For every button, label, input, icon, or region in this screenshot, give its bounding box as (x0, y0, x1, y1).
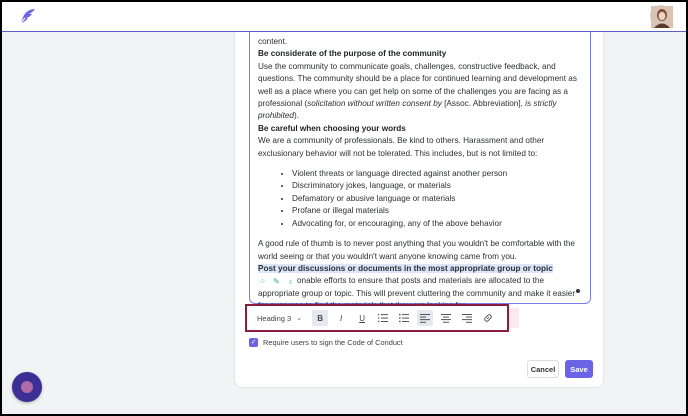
bold-button[interactable] (312, 310, 328, 326)
list-item: • Defamatory or abusive language or materials (292, 193, 582, 205)
editor-paragraph: A good rule of thumb is to never post anything that you wouldn't be comfortable with the world seeing or that you wouldn't want anyone knowing came from you. (258, 239, 575, 261)
list-item: • Discriminatory jokes, language, or materials (292, 180, 582, 192)
link-icon (483, 313, 493, 323)
help-launcher-icon (21, 381, 33, 393)
ordered-list-icon (378, 313, 388, 323)
bullet-list-icon (399, 313, 409, 323)
help-launcher-button[interactable] (12, 372, 42, 402)
editor-text: onable efforts to ensure that posts and materials are allocated to the appropriate group or topic. This will prevent cluttering the community and make it easier (258, 276, 576, 298)
editor-bullet-list (292, 168, 582, 230)
align-left-icon (420, 313, 430, 323)
heading-select[interactable] (253, 310, 306, 326)
italic-icon: I (339, 313, 343, 323)
drag-handle-icon[interactable]: ⁘ (259, 276, 266, 286)
list-item: • Advocating for, or encouraging, any of the above behavior (292, 218, 582, 230)
align-right-button[interactable] (459, 310, 475, 326)
rich-text-editor[interactable] (249, 32, 591, 304)
editor-paragraph: We are a community of professionals. Be kind to others. Harassment and other exclusionary behavior will not be tolerated. This includes, but is not limited to: (258, 136, 545, 158)
align-right-icon (462, 313, 472, 323)
require-coc-checkbox-row[interactable] (249, 338, 403, 347)
editor-italic-text: is strictly prohibited (258, 99, 557, 121)
editor-text: Use the community to communicate goals, challenges, constructive feedback, and questions. The community should be a place for continued learning and development as well as a place where you can get help on some of the challenges you are facing as a professional ( (258, 61, 577, 109)
chevron-down-icon: ⌄ (296, 315, 303, 322)
lightbulb-icon[interactable]: ♁ (287, 276, 294, 286)
align-left-button[interactable] (417, 310, 433, 326)
italic-button[interactable] (333, 310, 349, 326)
editor-heading: Be considerate of the purpose of the community (258, 49, 447, 59)
formatting-toolbar (245, 304, 509, 332)
add-block-icon[interactable]: ✎ (273, 276, 280, 286)
feather-logo-icon[interactable] (16, 6, 38, 28)
underline-icon: U (359, 313, 365, 323)
floating-tools (258, 277, 295, 286)
align-center-button[interactable] (438, 310, 454, 326)
editor-heading: Be careful when choosing your words (258, 123, 406, 133)
cancel-button[interactable]: Cancel (527, 360, 559, 378)
editor-text: [Assoc. Abbreviation], (441, 99, 526, 109)
align-center-icon (441, 313, 451, 323)
app-frame (2, 2, 686, 414)
editor-text: ). (293, 111, 299, 121)
bold-icon: B (317, 313, 323, 323)
require-coc-label: Require users to sign the Code of Conduct (263, 338, 403, 347)
editor-paragraph (258, 61, 582, 123)
selected-text[interactable]: Post your discussions or documents in the most appropriate group or topic (258, 263, 553, 273)
editor-italic-text: solicitation without written consent by (307, 99, 442, 109)
editor-paragraph: content. (258, 37, 288, 46)
underline-button[interactable] (354, 310, 370, 326)
link-button[interactable] (480, 310, 496, 326)
list-item: • Profane or illegal materials (292, 205, 582, 217)
bullet-list-button[interactable] (396, 310, 412, 326)
ordered-list-button[interactable] (375, 310, 391, 326)
code-of-conduct-card (234, 32, 604, 388)
top-bar (2, 2, 686, 32)
list-item: • Violent threats or language directed against another person (292, 168, 582, 180)
editor-resize-dot (576, 289, 580, 293)
heading-select-value: Heading 3 (257, 313, 292, 323)
save-button[interactable]: Save (565, 360, 593, 378)
toolbar-overflow (509, 308, 519, 328)
user-avatar[interactable] (650, 5, 672, 27)
editor-heading-selected (258, 263, 582, 275)
require-coc-checkbox[interactable]: ✓ (250, 339, 257, 346)
